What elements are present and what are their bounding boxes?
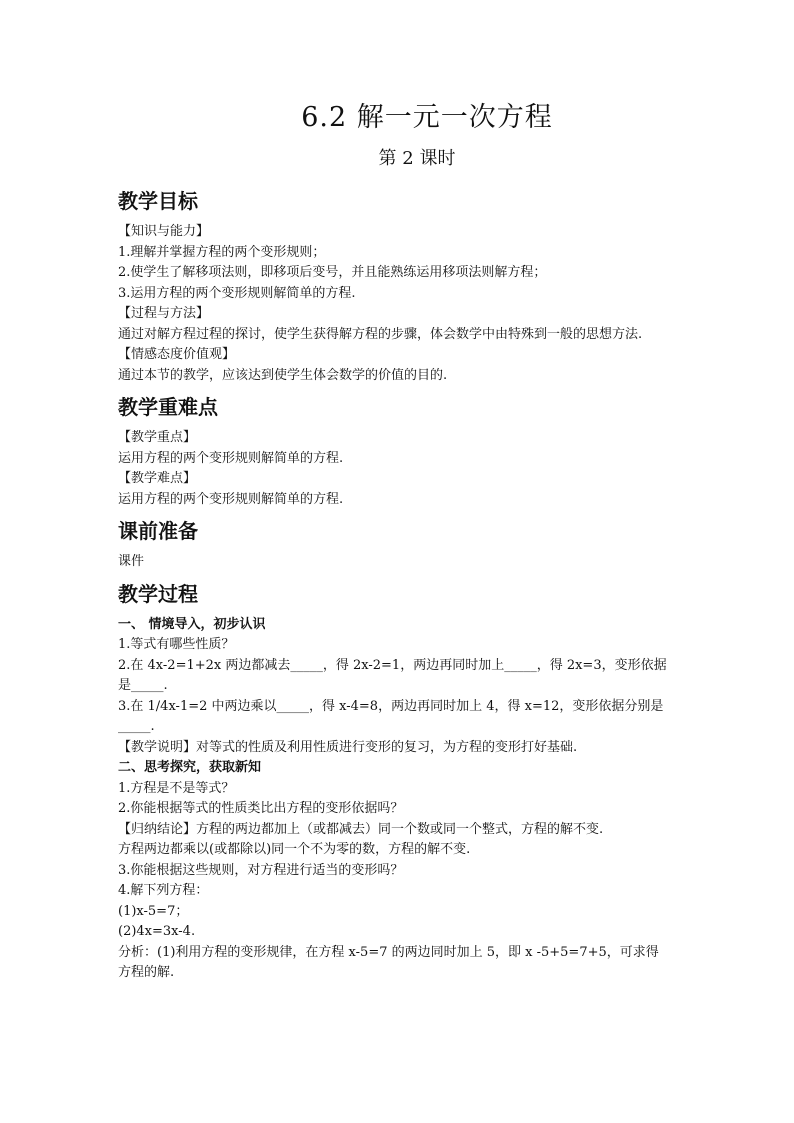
process-line: 是_____. <box>118 678 168 693</box>
process-line: 【归纳结论】方程的两边都加上（或都减去）同一个数或同一个整式，方程的解不变. <box>118 821 604 837</box>
page-title: 6.2 解一元一次方程 <box>301 102 553 133</box>
process-line: 2.在 4x-2=1+2x 两边都减去_____，得 2x-2=1，两边再同时加上_____，得 2x=3，变形依据 <box>118 657 667 673</box>
objectives-line: 1.理解并掌握方程的两个变形规则； <box>118 244 326 260</box>
document-body <box>118 186 678 984</box>
process-line: 4.解下列方程： <box>118 883 209 898</box>
process-line: 分析：(1)利用方程的变形规律，在方程 x-5=7 的两边同时加上 5，即 x -5+5=7+5，可求得 <box>118 944 659 960</box>
section-heading-objectives: 教学目标 <box>118 189 198 213</box>
process-line: (2)4x=3x-4. <box>118 924 196 939</box>
process-line: 方程的解. <box>118 965 175 980</box>
prep-line: 课件 <box>118 554 145 569</box>
objectives-line: 2.使学生了解移项法则，即移项后变号，并且能熟练运用移项法则解方程； <box>118 265 547 280</box>
process-line: 1.等式有哪些性质？ <box>118 637 235 652</box>
section-heading-keypoints: 教学重难点 <box>118 395 218 419</box>
process-line: _____. <box>118 719 155 734</box>
process-line: 1.方程是不是等式？ <box>118 780 235 796</box>
process-line: 2.你能根据等式的性质类比出方程的变形依据吗？ <box>118 801 404 816</box>
keypoints-line: 【教学重点】 <box>118 430 197 445</box>
process-line: 方程两边都乘以(或都除以)同一个不为零的数，方程的解不变. <box>118 842 471 857</box>
objectives-line: 通过对解方程过程的探讨，使学生获得解方程的步骤，体会数学中由特殊到一般的思想方法. <box>118 326 643 342</box>
keypoints-line: 运用方程的两个变形规则解简单的方程. <box>118 450 344 466</box>
objectives-line: 【情感态度价值观】 <box>118 347 236 362</box>
section-heading-process: 教学过程 <box>118 581 198 606</box>
process-line: 【教学说明】对等式的性质及利用性质进行变形的复习，为方程的变形打好基础. <box>118 739 578 755</box>
process-part1-title: 一、 情境导入，初步认识 <box>118 616 266 632</box>
keypoints-line: 运用方程的两个变形规则解简单的方程. <box>118 491 344 507</box>
page-subtitle: 第 2 课时 <box>378 148 456 169</box>
process-line: 3.在 1/4x-1=2 中两边乘以_____，得 x-4=8，两边再同时加上 4，得 x=12，变形依据分别是 <box>118 698 664 714</box>
process-part2-title: 二、思考探究，获取新知 <box>118 760 262 775</box>
objectives-line: 通过本节的教学，应该达到使学生体会数学的价值的目的. <box>118 367 448 383</box>
objectives-line: 【过程与方法】 <box>118 306 210 321</box>
process-line: (1)x-5=7； <box>118 903 189 919</box>
section-heading-prep: 课前准备 <box>118 519 198 543</box>
keypoints-line: 【教学难点】 <box>118 471 197 486</box>
process-line: 3.你能根据这些规则，对方程进行适当的变形吗？ <box>118 862 404 878</box>
objectives-line: 【知识与能力】 <box>118 224 210 239</box>
objectives-line: 3.运用方程的两个变形规则解简单的方程. <box>118 285 356 301</box>
